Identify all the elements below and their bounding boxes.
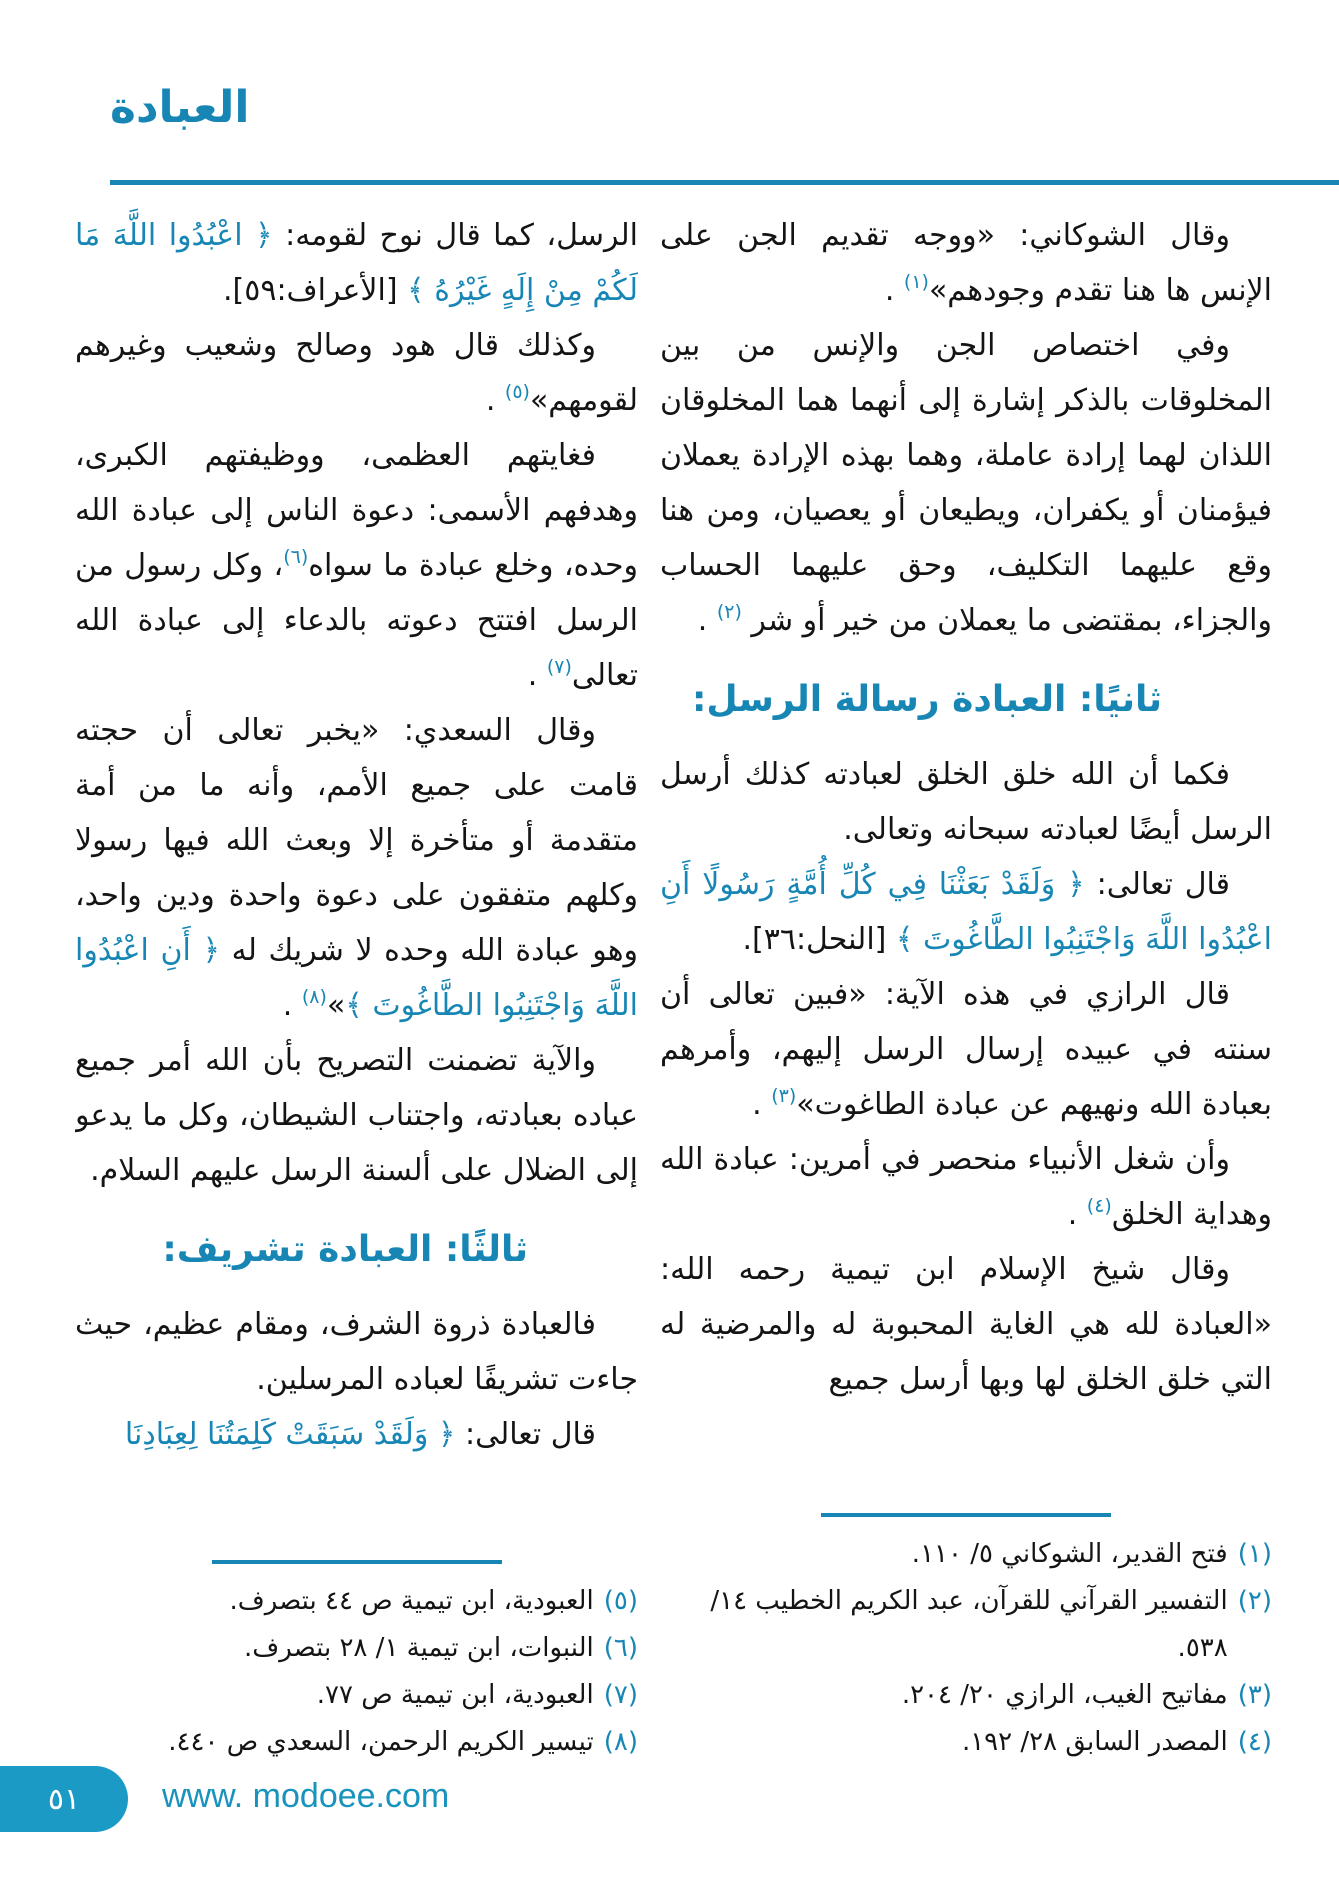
footnote-ref: (٦) [283,546,309,568]
page-number-badge [0,1766,128,1832]
footnote-ref: (٥) [504,381,530,403]
text-run: [الأعراف:٥٩]. [222,273,408,308]
header-rule [110,180,1339,185]
footnote-separator [821,1513,1111,1517]
footnote-text: فتح القدير، الشوكاني ٥/ ١١٠. [911,1539,1228,1569]
footnote-number: (٨) [603,1727,638,1757]
footnote-separator [212,1560,502,1564]
footnote-list-left [75,1578,638,1766]
content-columns [75,208,1272,1766]
page-number: ٥١ [47,1781,81,1817]
footnote-ref: (٨) [301,986,327,1008]
paragraph [75,318,638,428]
text-run: قال تعالى: [1084,867,1230,902]
footnote-ref: (٤) [1086,1195,1112,1217]
column-left [75,208,638,1766]
paragraph [75,208,638,318]
paragraph [660,208,1272,318]
footnote-text: مفاتيح الغيب، الرازي ٢٠/ ٢٠٤. [901,1680,1228,1710]
text-run: [النحل:٣٦]. [742,922,896,957]
chapter-title: العبادة [110,82,250,133]
text-run: وفي اختصاص الجن والإنس من بين المخلوقات بالذكر إشارة إلى أنهما هما المخلوقان اللذان لهما إرادة عاملة، وهما بهذه الإرادة يعملان فيؤمنان أو يكفران، ويطيعان أو يعصيان، ومن هنا وقع عليهما التكليف، وحق عليهما الحساب والجزاء، بمقتضى ما يعملان من خير أو شر [660,328,1272,638]
text-run: وأن شغل الأنبياء منحصر في أمرين: عبادة الله وهداية الخلق [660,1142,1272,1232]
footnote-number: (١) [1237,1539,1272,1569]
column-left-body [75,208,638,1554]
footnote-number: (٦) [603,1633,638,1663]
text-run: ، وكل رسول من الرسل افتتح دعوته بالدعاء إلى عبادة الله تعالى [75,548,638,693]
paragraph [660,967,1272,1132]
column-right [660,208,1272,1766]
text-run: . [282,988,302,1023]
text-run: . [697,603,717,638]
footnote-number: (٣) [1237,1680,1272,1710]
footnotes-right [660,1507,1272,1766]
paragraph [75,1033,638,1198]
quran-verse: ﴿ وَلَقَدْ سَبَقَتْ كَلِمَتُنَا لِعِبَادِنَا [124,1417,456,1452]
footnote-number: (٢) [1237,1586,1272,1616]
text-run: وقال شيخ الإسلام ابن تيمية رحمه الله: «العبادة لله هي الغاية المحبوبة له والمرضية له التي خلق الخلق لها وبها أرسل جميع [660,1252,1272,1397]
footnote-item [75,1672,638,1719]
footnote-text: المصدر السابق ٢٨/ ١٩٢. [961,1727,1228,1757]
paragraph [660,318,1272,648]
footnote-item [75,1719,638,1766]
text-run: فغايتهم العظمى، ووظيفتهم الكبرى، وهدفهم الأسمى: دعوة الناس إلى عبادة الله وحده، وخلع عبادة ما سواه [75,438,638,583]
footnote-item [660,1719,1272,1766]
footnote-item [660,1672,1272,1719]
paragraph [75,428,638,703]
text-run: وقال الشوكاني: «ووجه تقديم الجن على الإنس ها هنا تقدم وجودهم» [660,218,1272,308]
footnote-item [75,1578,638,1625]
section-heading: ثالثًا: العبادة تشريف: [162,1229,528,1270]
text-run: فالعبادة ذروة الشرف، ومقام عظيم، حيث جاءت تشريفًا لعباده المرسلين. [75,1307,638,1397]
text-run: وكذلك قال هود وصالح وشعيب وغيرهم لقومهم» [75,328,638,418]
text-run: قال تعالى: [455,1417,596,1452]
quran-verse: ﴿ أَنِ اعْبُدُوا اللَّهَ وَاجْتَنِبُوا الطَّاغُوتَ ﴾ [75,933,638,1023]
text-run: والآية تضمنت التصريح بأن الله أمر جميع عباده بعبادته، واجتناب الشيطان، وكل ما يدعو إلى الضلال على ألسنة الرسل عليهم السلام. [75,1043,638,1188]
quran-verse: ﴿ اعْبُدُوا اللَّهَ مَا لَكُمْ مِنْ إِلَهٍ غَيْرُهُ ﴾ [75,218,638,308]
footnote-number: (٤) [1237,1727,1272,1757]
text-run: . [752,1087,772,1122]
paragraph [75,703,638,1033]
footnote-number: (٥) [603,1586,638,1616]
paragraph [660,857,1272,967]
section-heading: ثانيًا: العبادة رسالة الرسل: [691,679,1162,720]
footnote-text: العبودية، ابن تيمية ص ٤٤ بتصرف. [229,1586,594,1616]
footnote-text: تيسير الكريم الرحمن، السعدي ص ٤٤٠. [168,1727,594,1757]
footnotes-left [75,1554,638,1766]
text-run: » [326,988,346,1023]
footnote-item [75,1625,638,1672]
paragraph [75,1297,638,1407]
text-run: . [884,273,904,308]
text-run: فكما أن الله خلق الخلق لعبادته كذلك أرسل الرسل أيضًا لعبادته سبحانه وتعالى. [660,757,1272,847]
quran-verse: ﴿ وَلَقَدْ بَعَثْنَا فِي كُلِّ أُمَّةٍ رَسُولًا أَنِ اعْبُدُوا اللَّهَ وَاجْتَنِبُوا الطَّاغُوتَ ﴾ [660,867,1272,957]
footnote-ref: (٢) [716,601,742,623]
footnote-ref: (٧) [546,656,572,678]
footnote-item [660,1531,1272,1578]
footnote-text: النبوات، ابن تيمية ١/ ٢٨ بتصرف. [244,1633,594,1663]
text-run: . [485,383,505,418]
footnote-item [660,1578,1272,1672]
footnote-number: (٧) [603,1680,638,1710]
paragraph [660,1132,1272,1242]
footnote-ref: (٣) [771,1085,797,1107]
footnote-list-right [660,1531,1272,1766]
text-run: . [1067,1197,1087,1232]
text-run: وقال السعدي: «يخبر تعالى أن حجته قامت على جميع الأمم، وأنه ما من أمة متقدمة أو متأخرة إلا وبعث الله فيها رسولا وكلهم متفقون على دعوة واحدة ودين واحد، وهو عبادة الله وحده لا شريك له [75,713,638,968]
page-footer [0,1766,1339,1832]
column-right-body [660,208,1272,1507]
footnote-text: العبودية، ابن تيمية ص ٧٧. [316,1680,594,1710]
text-run: . [527,658,547,693]
footnote-text: التفسير القرآني للقرآن، عبد الكريم الخطيب ١٤/ ٥٣٨. [710,1586,1228,1663]
website-link[interactable]: www. modoee.com [162,1777,450,1815]
text-run: الرسل، كما قال نوح لقومه: [272,218,638,253]
footnote-ref: (١) [903,271,929,293]
paragraph [75,1407,638,1462]
paragraph [660,1242,1272,1407]
paragraph [660,747,1272,857]
text-run: قال الرازي في هذه الآية: «فبين تعالى أن سنته في عبيده إرسال الرسل إليهم، وأمرهم بعبادة الله ونهيهم عن عبادة الطاغوت» [660,977,1272,1122]
